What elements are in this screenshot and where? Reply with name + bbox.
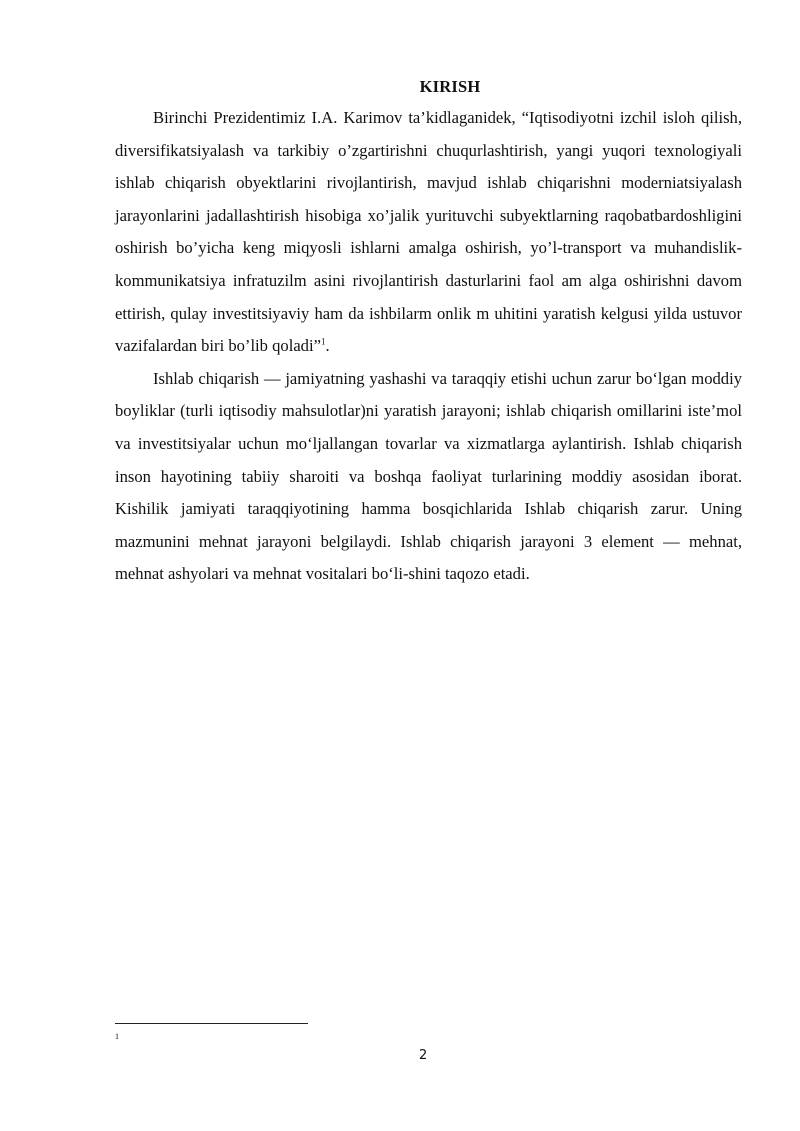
footnote-mark: 1 bbox=[115, 1032, 119, 1041]
footnote-reference[interactable]: 1 bbox=[320, 336, 326, 347]
footnote-separator bbox=[115, 1023, 308, 1024]
paragraph-1-ending: . bbox=[325, 336, 330, 356]
page-heading: KIRISH bbox=[419, 77, 481, 96]
paragraph-1 bbox=[115, 102, 742, 363]
body-text bbox=[115, 102, 742, 591]
page-number: 2 bbox=[419, 1048, 428, 1063]
paragraph-1-text: Birinchi Prezidentimiz I.A. Karimov ta’kidlaganidek, “Iqtisodiyotni izchil isloh qilish, diversifikatsiyalash va tarkibiy o’zgartirishni chuqurlashtirish, yangi yuqori texnologiyali ishlab chiqarish obyektlarini rivojlantirish, mavjud ishlab chiqarishni moderniatsiyalash jarayonlarini jadallashtirish hisobiga xo’jalik yurituvchi subyektlarning raqobatbardoshligini oshirish bo’yicha keng miqyosli ishlarni amalga oshirish, yo’l-transport va muhandislik-kommunikatsiya infratuzilm asini rivojlantirish dasturlarini faol am alga oshirishni davom ettirish, qulay investitsiyaviy ham da ishbilarm onlik m uhitini yaratish kelgusi yilda ustuvor vazifalardan biri bo’lib qoladi” bbox=[115, 108, 742, 356]
paragraph-2: Ishlab chiqarish — jamiyatning yashashi va taraqqiy etishi uchun zarur bo‘lgan moddiy boyliklar (turli iqtisodiy mahsulotlar)ni yaratish jarayoni; ishlab chiqarish omillarini iste’mol va investitsiyalar uchun mo‘ljallangan tovarlar va xizmatlarga aylantirish. Ishlab chiqarish inson hayotining tabiiy sharoiti va boshqa faoliyat turlarining moddiy asosidan iborat. Kishilik jamiyati taraqqiyotining hamma bosqichlarida Ishlab chiqarish zarur. Uning mazmunini mehnat jarayoni belgilaydi. Ishlab chiqarish jarayoni 3 element — mehnat, mehnat ashyolari va mehnat vositalari bo‘li-shini taqozo etadi. bbox=[115, 368, 742, 584]
